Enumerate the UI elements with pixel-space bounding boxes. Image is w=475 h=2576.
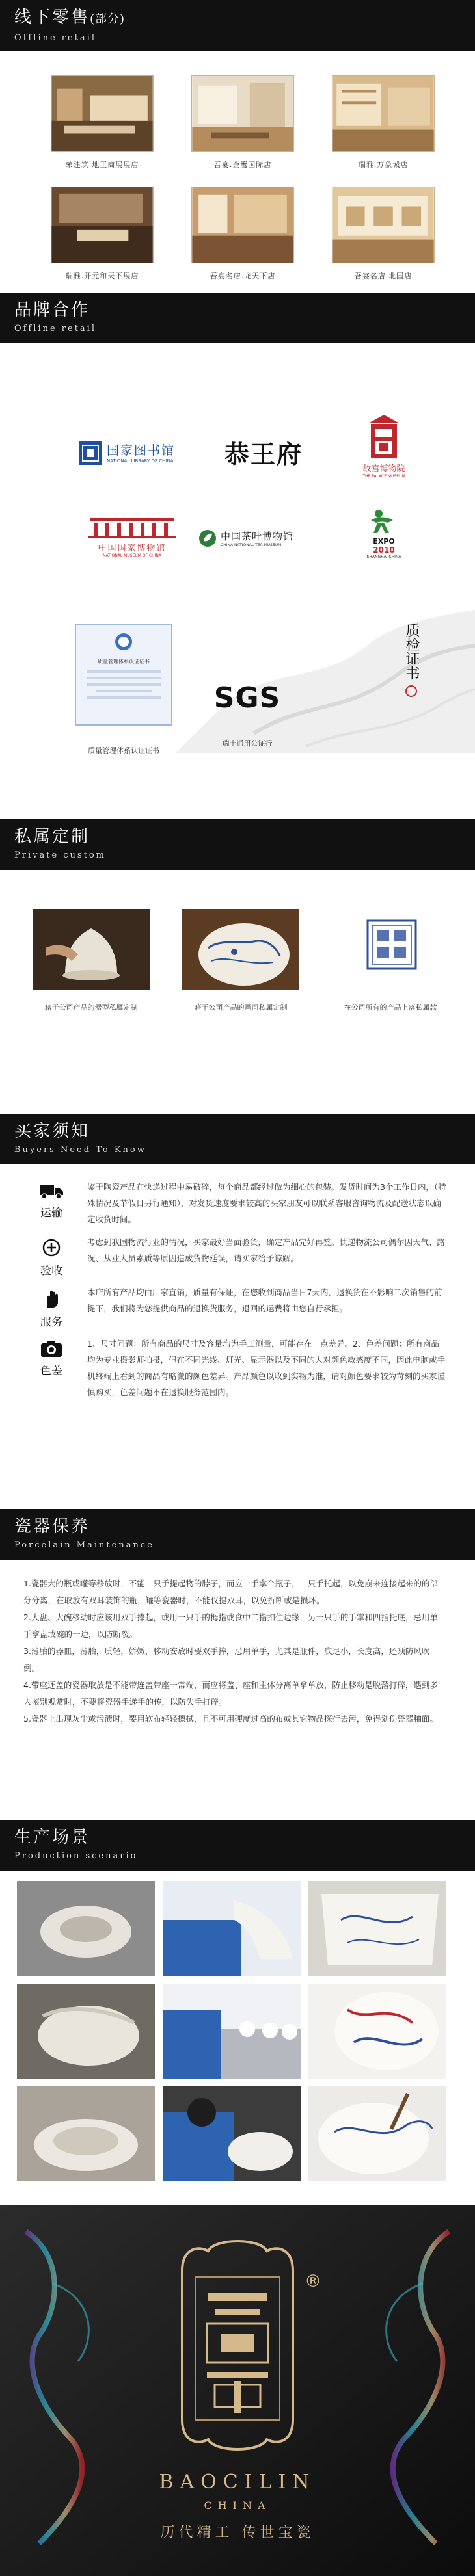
custom-subtitle: Private custom [14, 850, 106, 860]
store-photo [51, 187, 154, 263]
buyers-section [0, 1164, 475, 1509]
production-photo [308, 2086, 446, 2181]
buyers-header [0, 1114, 475, 1164]
library-name-en: NATIONAL LIBRARY OF CHINA [107, 458, 174, 464]
store-caption: 吾宴.金鹰国际店 [213, 161, 272, 169]
notice-shipping [23, 1179, 446, 1228]
national-museum-logo [77, 514, 187, 558]
red-seal-icon [405, 685, 417, 697]
notice-text: 1、尺寸问题：所有商品的尺寸及容量均为手工测量，可能存在一点差异。2、色差问题：所有商品均为专业摄影师拍摄，但在不同光线、灯光、显示器以及不同的人对颜色敏感度不同，因此电脑或手机终端上看到的商品有略微的颜色差异。产品颜色以收到实物为准，请对颜色要求较为苛刻的买家谨慎购买，色差问题不在退换服务范围内。 [87, 1339, 446, 1397]
quality-stamp-text: 质检证书 [403, 623, 420, 680]
retail-title-sub: (部分) [90, 12, 126, 26]
expo-figure-icon [364, 508, 403, 534]
store-photo [332, 187, 435, 263]
custom-photo [182, 909, 299, 990]
store-card [191, 187, 294, 281]
production-photo [17, 1984, 155, 2079]
production-subtitle: Production scenario [14, 1851, 138, 1861]
maintenance-title: 瓷器保养 [14, 1517, 90, 1536]
production-photo [308, 1984, 446, 2079]
expo-city: SHANGHAI CHINA [366, 555, 401, 559]
store-photo [191, 187, 294, 263]
hand-service-icon [42, 1288, 61, 1309]
sgs-text: SGS [213, 681, 281, 715]
store-caption: 吾宴名店.龙天下店 [210, 272, 276, 280]
brands-section [0, 343, 475, 819]
brands-subtitle: Offline retail [14, 324, 96, 334]
quality-stamp [398, 623, 424, 697]
store-card [332, 187, 435, 281]
store-photo [191, 75, 294, 152]
custom-caption: 藉于公司产品的器型私属定制 [44, 1003, 138, 1012]
brands-header [0, 293, 475, 343]
library-name-cn: 国家图书馆 [107, 443, 176, 458]
production-photo [17, 2086, 155, 2181]
production-section [0, 1871, 475, 2205]
production-header [0, 1820, 475, 1871]
tea-leaf-icon [198, 529, 217, 547]
museum-building-icon [83, 514, 181, 538]
tea-museum-logo [198, 529, 342, 547]
maintenance-paragraph: 4.带座还盖的瓷器取放是不能带连盖带座一常端，而应将盖、座和主体分离单拿单放，防止移动是脱落打碎，遇到多人鉴别观赏时，不要将瓷器手递手的传，以防失手打碎。 [23, 1680, 438, 1707]
custom-caption: 藉于公司产品的画面私属定制 [194, 1003, 288, 1012]
store-card [51, 187, 154, 281]
store-caption: 瑞雅.开元和天下展店 [65, 272, 139, 280]
expo-text: EXPO [373, 537, 395, 545]
store-caption: 荣建筑.地王商展展店 [65, 161, 139, 169]
cert-title: 质量管理体系认证证书 [98, 659, 150, 664]
custom-caption: 在公司所有的产品上落私属款 [344, 1003, 437, 1012]
store-caption: 吾宴名店.北国店 [354, 272, 413, 280]
library-emblem-icon [78, 441, 103, 466]
maintenance-paragraph: 1.瓷器大的瓶或罐等移放时，不能一只手提起物的脖子，而应一手拿个瓶子，一只手托起，以免崩来连接起来的的部分分离，在取放有双耳装饰的瓶，罐等瓷器时，不能仅提双耳，以免折断或是损坏。 [23, 1579, 438, 1605]
custom-section [0, 870, 475, 1114]
expo-logo [355, 508, 413, 559]
sgs-logo [198, 681, 296, 748]
maintenance-header [0, 1509, 475, 1560]
sgs-caption: 瑞士通用公证行 [222, 739, 273, 748]
store-card [191, 75, 294, 170]
buyers-subtitle: Buyers Need To Know [14, 1145, 146, 1155]
notice-color-diff [23, 1335, 446, 1400]
notice-text: 本店所有产品均由厂家直销，质量有保证，在您收到商品当日7天内，退换货在不影响二次销售的前提下，我们将为您提供商品的退换货服务，退回的运费将由您自行承担。 [87, 1287, 442, 1313]
brand-footer [0, 2205, 475, 2576]
iso-caption: 质量管理体系认证证书 [88, 746, 159, 755]
custom-header [0, 819, 475, 870]
store-photo [332, 75, 435, 152]
production-photo [17, 1881, 155, 1976]
museum-name-cn: 中国国家博物馆 [98, 544, 167, 553]
maintenance-paragraph: 2.大盘、大碗移动时应该用双手捧起，或用一只手的拇指或食中二指扣住边缘，另一只手的手掌和四指托底，忌用单手拿盘或碗的一边，以防断裂。 [23, 1612, 438, 1639]
gongwangfu-logo [224, 434, 316, 470]
expo-year: 2010 [373, 545, 395, 555]
palace-emblem-icon [366, 414, 402, 459]
national-library-logo [78, 441, 208, 466]
gongwangfu-text: 恭王府 [224, 440, 303, 469]
custom-title: 私属定制 [14, 827, 90, 847]
production-photo [163, 2086, 301, 2181]
custom-photo [332, 909, 449, 990]
certificate-seal-icon [114, 632, 133, 651]
notice-text: 鉴于陶瓷产品在快递过程中易破碎，每个商品都经过做为细心的包装。发货时间为3个工作日内，（特殊情况及节假日另行通知），对发货速度要求较高的买家朋友可以联系客服咨询物流及配送状态以确定收货时间。 [87, 1182, 446, 1224]
truck-icon [39, 1183, 64, 1200]
production-photo [163, 1881, 301, 1976]
store-caption: 瑞雅.万象城店 [358, 161, 409, 169]
retail-header [0, 0, 475, 51]
custom-item [332, 909, 449, 1012]
maintenance-subtitle: Porcelain Maintenance [14, 1540, 154, 1550]
tea-name-en: CHINA NATIONAL TEA MUSEUM [221, 543, 282, 547]
iso-certificate-image [75, 624, 172, 726]
notice-service [23, 1284, 446, 1329]
notice-text: 考虑到我国物流行业的情况，买家最好当面验货，确定产品完好再签。快递物流公司偶尔因天气、路况、从业人员素质等原因造成货物延误，请买家给予谅解。 [87, 1237, 446, 1263]
store-photo [51, 75, 154, 152]
production-title: 生产场景 [14, 1828, 90, 1847]
custom-photo [33, 909, 150, 990]
retail-title-text: 线下零售 [14, 8, 90, 27]
notice-inspection [23, 1234, 446, 1278]
maintenance-paragraph: 3.薄胎的器皿，薄胎，质轻，娇嫩，移动安放时要双手捧，忌用单手，尤其是瓶件，底足小，长度高，还须防风吹倒。 [23, 1646, 430, 1673]
tea-name-cn: 中国茶叶博物馆 [221, 531, 294, 542]
registered-mark: ® [305, 2272, 321, 2291]
retail-title [14, 7, 475, 31]
palace-name-en: THE PALACE MUSEUM [362, 474, 405, 479]
palace-name-cn: 故宫博物院 [362, 464, 405, 474]
production-photo [163, 1984, 301, 2079]
notice-label: 运输 [40, 1207, 62, 1220]
store-card [51, 75, 154, 170]
maintenance-paragraph: 5.瓷器上出现灰尘或污渍时，要用软布轻轻擦拭，且不可用硬度过高的布或其它物品探行去污，免得划伤瓷器釉面。 [23, 1714, 438, 1724]
brand-country: CHINA [204, 2499, 271, 2512]
museum-name-en: NATIONAL MUSEUM OF CHINA [103, 553, 161, 558]
maintenance-section [0, 1560, 475, 1820]
retail-section [0, 51, 475, 293]
notice-label: 色差 [40, 1365, 62, 1378]
notice-label: 服务 [40, 1316, 62, 1329]
brands-title: 品牌合作 [14, 300, 90, 320]
buyers-title: 买家须知 [14, 1122, 90, 1141]
custom-item [33, 909, 150, 1012]
palace-museum-logo [351, 414, 416, 479]
brand-slogan: 历代精工 传世宝瓷 [160, 2525, 315, 2541]
retail-subtitle: Offline retail [14, 33, 96, 43]
notice-label: 验收 [40, 1265, 62, 1278]
plus-circle-icon [42, 1238, 61, 1257]
custom-item [182, 909, 299, 1012]
camera-icon [40, 1339, 62, 1358]
store-card [332, 75, 435, 170]
ornament-background [0, 2205, 475, 2576]
production-photo [308, 1881, 446, 1976]
brand-name-en: BAOCILIN [159, 2471, 316, 2493]
iso-certificate [59, 624, 189, 756]
